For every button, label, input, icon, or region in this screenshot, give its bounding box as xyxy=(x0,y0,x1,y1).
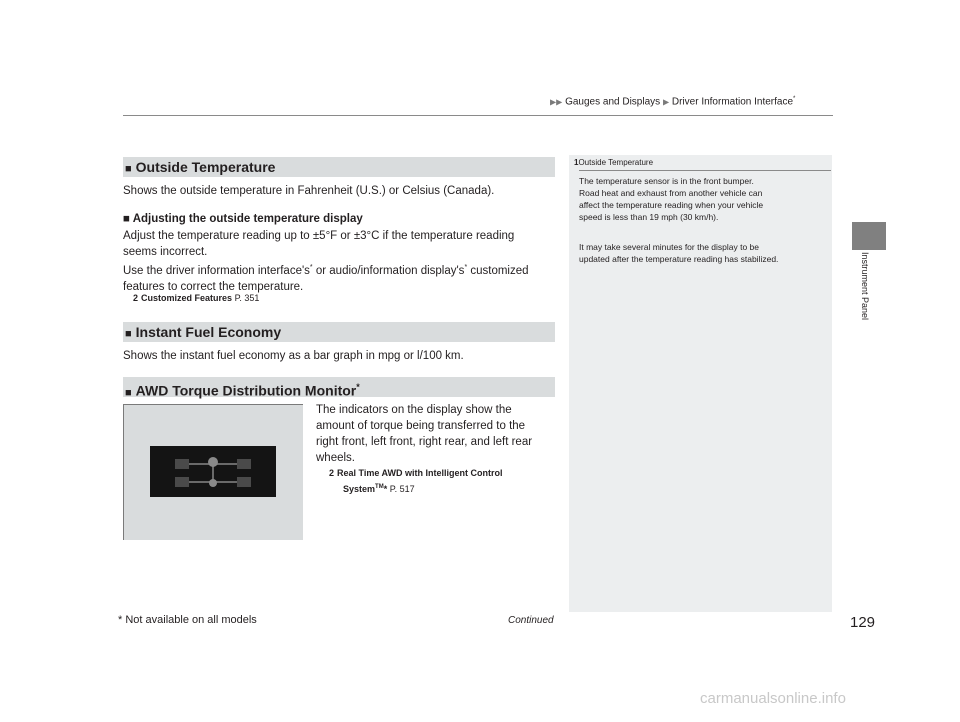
breadcrumb xyxy=(550,96,795,107)
reference-label: Customized Features xyxy=(141,293,233,303)
subheading-text: Adjusting the outside temperature display xyxy=(132,213,363,225)
text-span: Use the driver information interface's xyxy=(123,264,310,277)
footnote-mark: * xyxy=(793,96,796,102)
reference-arrow-icon: 2 xyxy=(329,468,335,478)
arrow-icon: ▶ xyxy=(662,97,670,107)
side-note-panel xyxy=(569,155,832,612)
trademark-mark: TM xyxy=(375,484,384,490)
cross-reference-real-time-awd[interactable] xyxy=(329,466,503,496)
note-title-text: Outside Temperature xyxy=(578,158,654,167)
text-line: amount of torque being transferred to the xyxy=(316,420,526,432)
text-line: right front, left front, right rear, and left rear xyxy=(316,436,533,448)
side-note-title xyxy=(574,158,653,167)
text-line: The indicators on the display show the xyxy=(316,404,512,416)
cross-reference-customized-features[interactable] xyxy=(133,293,259,303)
footnote-mark: * xyxy=(383,484,388,494)
note-icon: 1 xyxy=(574,158,579,167)
note-line: It may take several minutes for the display to be xyxy=(579,242,760,252)
reference-arrow-icon: 2 xyxy=(133,293,139,303)
outside-temp-intro: Shows the outside temperature in Fahrenheit (U.S.) or Celsius (Canada). xyxy=(123,185,495,197)
text-line: wheels. xyxy=(316,452,355,464)
watermark: carmanualsonline.info xyxy=(700,690,846,707)
reference-line xyxy=(329,480,503,496)
side-note-paragraph-2 xyxy=(579,241,778,265)
continued-label: Continued xyxy=(508,615,554,626)
text-line: Adjust the temperature reading up to ±5°F or ±3°C if the temperature reading xyxy=(123,230,515,242)
section-heading-instant-fuel-economy xyxy=(123,322,555,342)
square-bullet-icon: ■ xyxy=(123,213,133,225)
section-heading-text: Instant Fuel Economy xyxy=(135,324,282,340)
breadcrumb-item-gauges[interactable]: Gauges and Displays xyxy=(565,96,661,108)
text-line: features to correct the temperature. xyxy=(123,280,304,293)
square-bullet-icon: ■ xyxy=(125,328,132,340)
text-span: customized xyxy=(467,264,529,277)
figure-border xyxy=(123,404,303,405)
figure-border xyxy=(123,404,124,540)
section-heading-outside-temperature xyxy=(123,157,555,177)
note-line: affect the temperature reading when your vehicle xyxy=(579,200,764,210)
reference-page: P. 351 xyxy=(234,293,260,303)
reference-label: Real Time AWD with Intelligent Control xyxy=(337,468,503,478)
subheading-adjusting xyxy=(123,213,363,225)
chapter-tab-label: Instrument Panel xyxy=(860,252,870,321)
footnote-mark: * xyxy=(464,264,468,271)
awd-description xyxy=(316,402,532,466)
awd-drivetrain-icon xyxy=(150,446,276,497)
arrow-icon: ▶▶ xyxy=(550,97,563,107)
square-bullet-icon: ■ xyxy=(125,386,132,399)
page-number: 129 xyxy=(850,614,876,631)
reference-line xyxy=(329,466,503,480)
breadcrumb-item-dii[interactable]: Driver Information Interface xyxy=(671,96,794,108)
note-line: Road heat and exhaust from another vehicle can xyxy=(579,188,763,198)
awd-monitor-display-image xyxy=(150,446,276,497)
note-line: updated after the temperature reading has stabilized. xyxy=(579,254,779,264)
footnote-mark: * xyxy=(309,264,313,271)
reference-label: System xyxy=(343,484,376,494)
reference-page: P. 517 xyxy=(389,484,415,494)
text-span: or audio/information display's xyxy=(312,264,465,277)
footnote-mark: * xyxy=(356,382,360,392)
text-line: seems incorrect. xyxy=(123,246,208,258)
side-note-divider xyxy=(579,170,831,171)
footnote: * Not available on all models xyxy=(118,614,257,626)
side-note-paragraph-1 xyxy=(579,175,763,223)
section-heading-text: AWD Torque Distribution Monitor xyxy=(135,382,357,399)
chapter-tab xyxy=(852,222,886,250)
section-heading-awd-torque xyxy=(123,377,555,397)
text-line xyxy=(123,260,529,279)
fuel-economy-text: Shows the instant fuel economy as a bar graph in mpg or l/100 km. xyxy=(123,350,464,362)
square-bullet-icon: ■ xyxy=(125,163,132,175)
note-line: The temperature sensor is in the front bumper. xyxy=(579,176,754,186)
adjust-paragraph xyxy=(123,228,529,295)
section-heading-text: Outside Temperature xyxy=(135,159,276,175)
header-divider xyxy=(123,115,833,116)
note-line: speed is less than 19 mph (30 km/h). xyxy=(579,212,719,222)
